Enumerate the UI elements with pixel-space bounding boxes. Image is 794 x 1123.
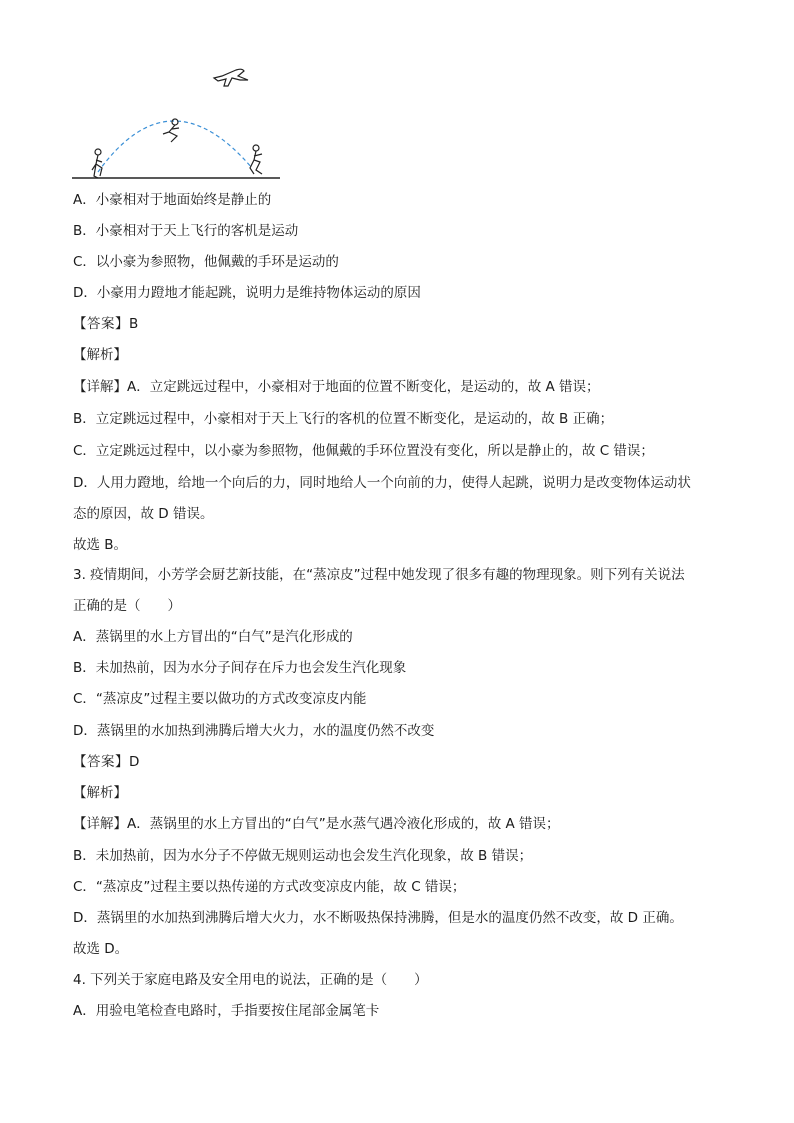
q3-stem-line: 3. 疫情期间，小芳学会厨艺新技能，在“蒸凉皮”过程中她发现了很多有趣的物理现象。则下列有关说法 (73, 567, 685, 583)
q3-detail-line: 【详解】A．蒸锅里的水上方冒出的“白气”是水蒸气遇冷液化形成的，故 A 错误； (73, 816, 560, 832)
q3-option-b: B．未加热前，因为水分子间存在斥力也会发生汽化现象 (73, 660, 407, 676)
q3-detail-line: C．“蒸凉皮”过程主要以热传递的方式改变凉皮内能，故 C 错误； (73, 879, 466, 895)
airplane-icon (214, 69, 248, 86)
jump-diagram (70, 60, 290, 185)
q2-option-a: A．小豪相对于地面始终是静止的 (73, 192, 272, 208)
q2-detail-line: C．立定跳远过程中，以小豪为参照物，他佩戴的手环位置没有变化，所以是静止的，故 C 错误； (73, 443, 654, 459)
q3-detail-line: B．未加热前，因为水分子不停做无规则运动也会发生汽化现象，故 B 错误； (73, 848, 533, 864)
person-land-icon (250, 145, 262, 174)
q2-answer: 【答案】B (73, 316, 139, 332)
q2-conclusion: 故选 B。 (73, 537, 128, 553)
q2-option-c: C．以小豪为参照物，他佩戴的手环是运动的 (73, 254, 339, 270)
q2-detail-line: 【详解】A．立定跳远过程中，小豪相对于地面的位置不断变化，是运动的，故 A 错误； (73, 379, 600, 395)
q4-option-a: A．用验电笔检查电路时，手指要按住尾部金属笔卡 (73, 1003, 380, 1019)
q2-detail-line: D．人用力蹬地，给地一个向后的力，同时地给人一个向前的力，使得人起跳，说明力是改变物体运动状 (73, 475, 691, 491)
q3-analysis-title: 【解析】 (73, 785, 127, 801)
q4-stem: 4. 下列关于家庭电路及安全用电的说法，正确的是（ ） (73, 972, 428, 988)
person-start-icon (92, 149, 102, 178)
q2-detail-line: 态的原因，故 D 错误。 (73, 506, 214, 522)
q3-conclusion: 故选 D。 (73, 941, 129, 957)
person-midair-icon (163, 119, 179, 142)
q3-option-d: D．蒸锅里的水加热到沸腾后增大火力，水的温度仍然不改变 (73, 723, 435, 739)
q2-analysis-title: 【解析】 (73, 347, 127, 363)
q3-detail-line: D．蒸锅里的水加热到沸腾后增大火力，水不断吸热保持沸腾，但是水的温度仍然不改变，故 D 正确。 (73, 910, 683, 926)
q3-option-a: A．蒸锅里的水上方冒出的“白气”是汽化形成的 (73, 629, 353, 645)
q2-option-b: B．小豪相对于天上飞行的客机是运动 (73, 223, 299, 239)
q3-stem-line: 正确的是（ ） (73, 598, 181, 614)
q3-answer: 【答案】D (73, 754, 140, 770)
q2-detail-line: B．立定跳远过程中，小豪相对于天上飞行的客机的位置不断变化，是运动的，故 B 正确； (73, 411, 614, 427)
q2-option-d: D．小豪用力蹬地才能起跳，说明力是维持物体运动的原因 (73, 285, 421, 301)
q3-option-c: C．“蒸凉皮”过程主要以做功的方式改变凉皮内能 (73, 691, 367, 707)
